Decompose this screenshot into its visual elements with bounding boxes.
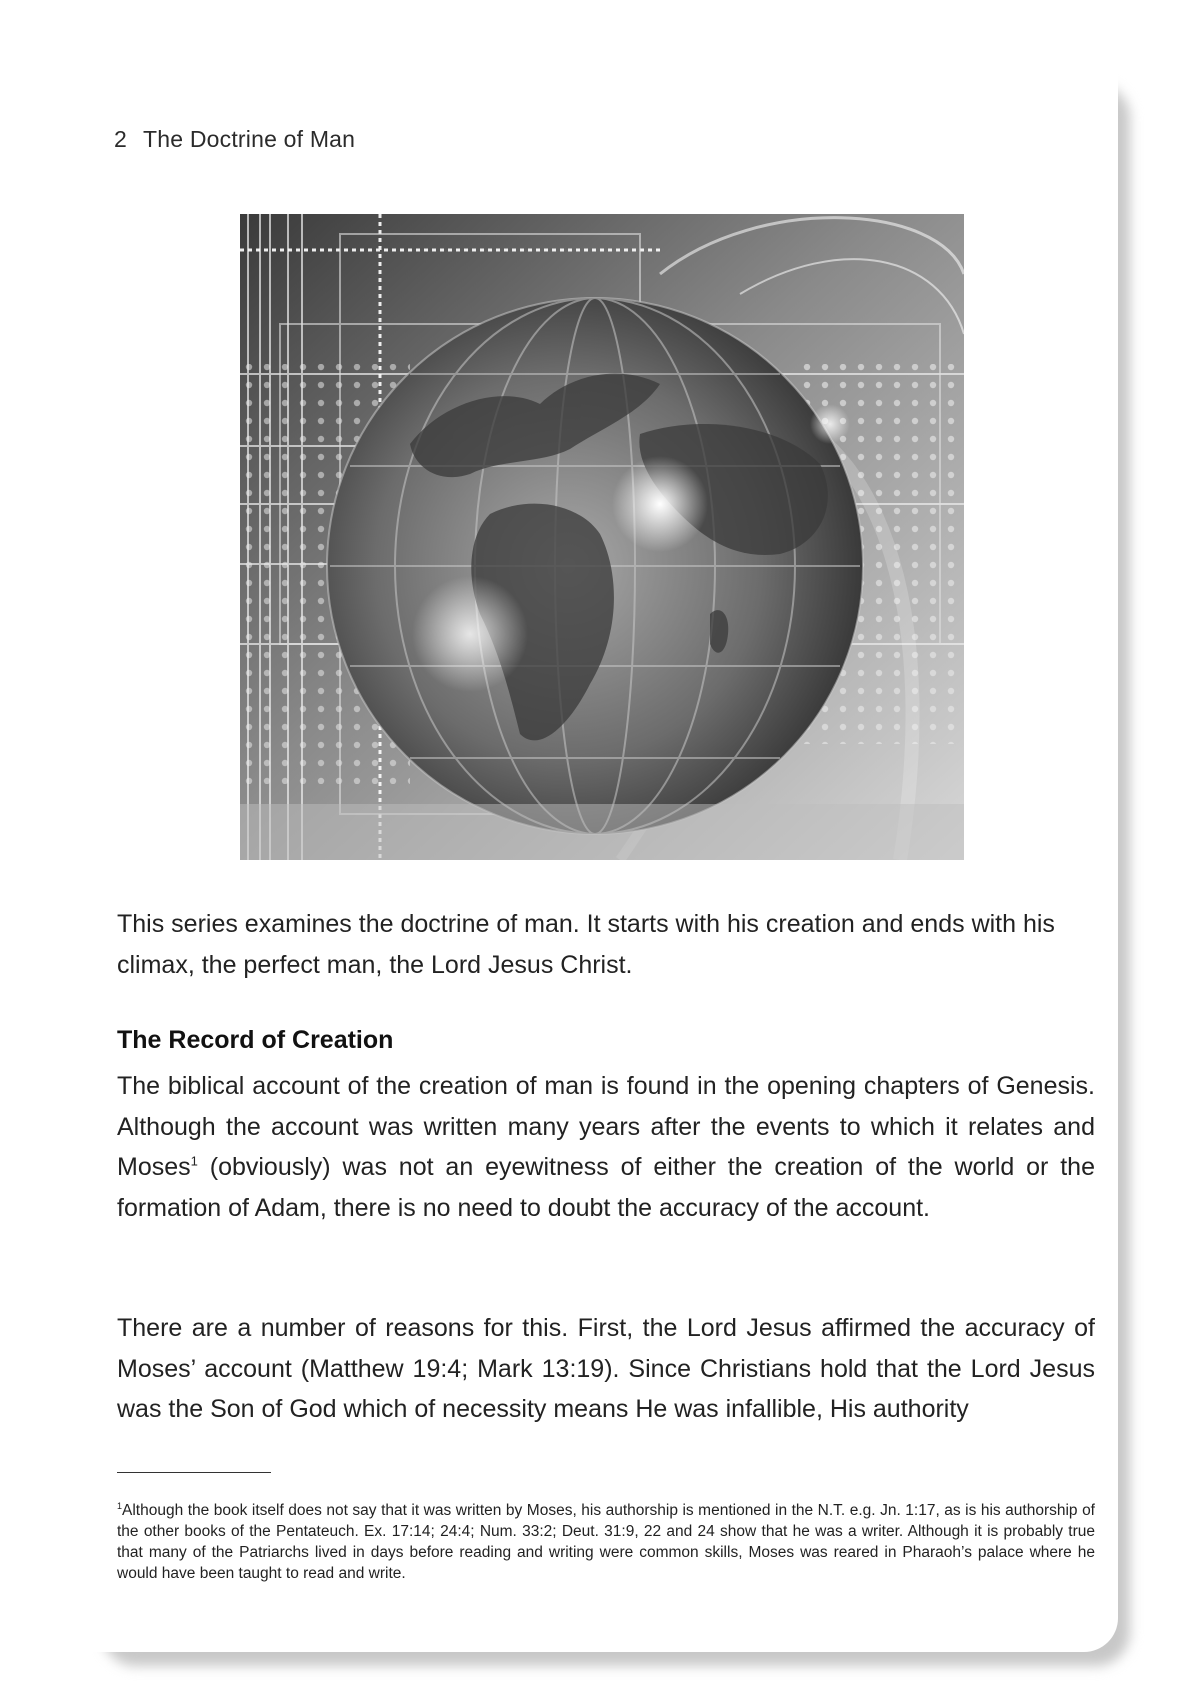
paragraph-1-text-after: (obviously) was not an eyewitness of either the creation of the world or the formation of Adam, there is no need to doubt the accuracy of the account. — [117, 1153, 1095, 1222]
intro-paragraph: This series examines the doctrine of man. It starts with his creation and ends with his climax, the perfect man, the Lord Jesus Christ. — [117, 910, 1055, 979]
paragraph-1-text-before: The biblical account of the creation of man is found in the opening chapters of Genesis. Although the account was written many years after the events to which it relates and Moses — [117, 1072, 1095, 1181]
section-heading: The Record of Creation — [117, 1026, 394, 1054]
footnote-text: Although the book itself does not say that it was written by Moses, his authorship is mentioned in the N.T. e.g. Jn. 1:17, as is his authorship of the other books of the Pentateuch. Ex. 17:14; 24:4; Num. 33:2; Deut. 31:9, 22 and 24 show that he was a writer. Although it is probably true that many of the Patriarchs lived in days before reading and writing were common skills, Moses was reared in Pharaoh’s palace where he would have been taught to read and write. — [117, 1502, 1095, 1582]
footnote — [117, 1500, 1095, 1584]
running-head-title: The Doctrine of Man — [143, 126, 356, 152]
globe-illustration — [240, 214, 964, 860]
section-paragraph-1 — [117, 1066, 1095, 1228]
running-head — [114, 126, 355, 153]
footnote-reference[interactable]: 1 — [190, 1153, 198, 1169]
page-number: 2 — [114, 126, 127, 152]
footnote-rule — [117, 1472, 271, 1473]
globe-illustration-svg — [240, 214, 964, 860]
section-paragraph-2: There are a number of reasons for this. First, the Lord Jesus affirmed the accuracy of Moses’ account (Matthew 19:4; Mark 13:19). Since Christians hold that the Lord Jesus was the Son of God which of necessity means He was infallible, His authority — [117, 1314, 1095, 1423]
footnote-marker: 1 — [117, 1500, 123, 1511]
